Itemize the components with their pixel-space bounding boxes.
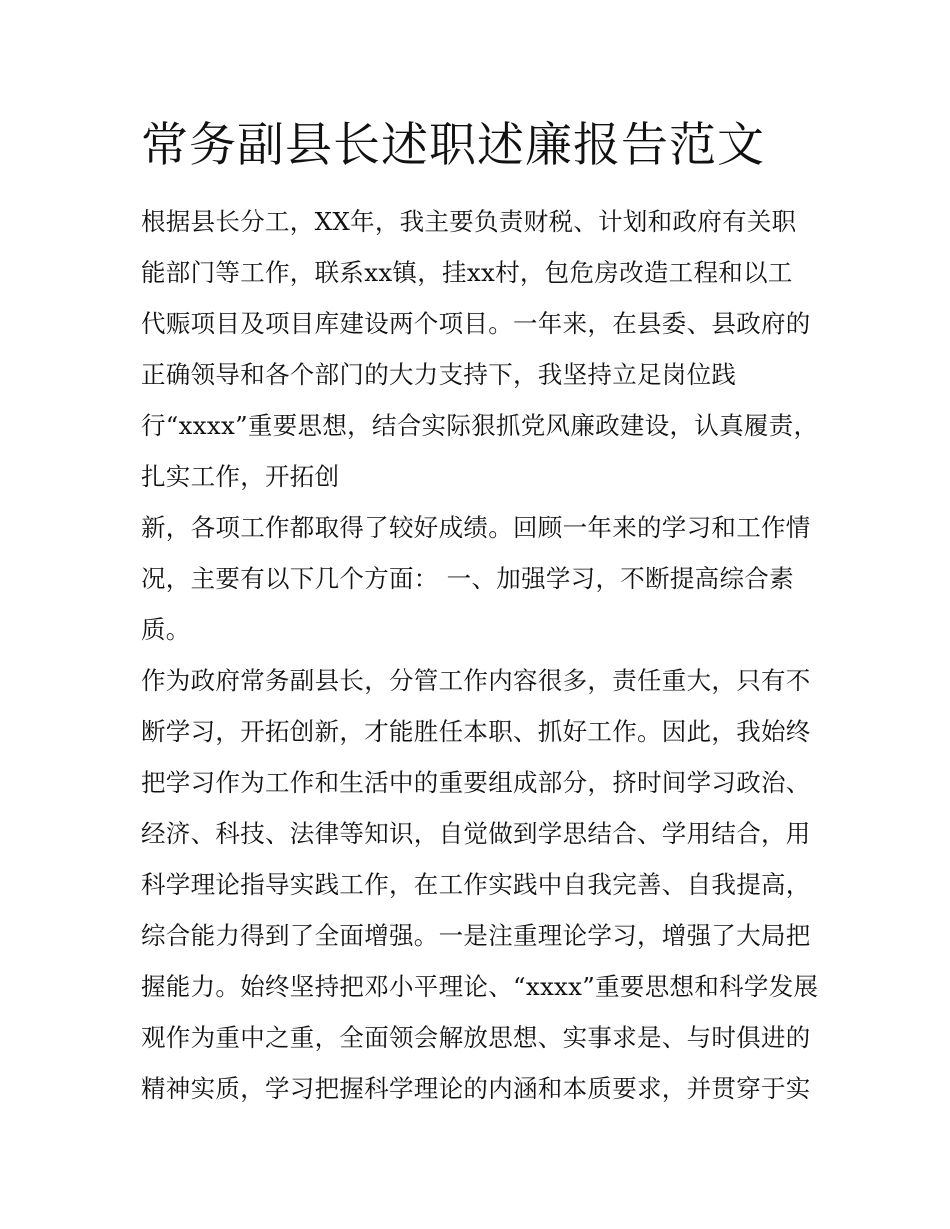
body-line: 把学习作为工作和生活中的重要组成部分，挤时间学习政治、 [141,768,811,797]
body-line: 况，主要有以下几个方面： 一、加强学习，不断提高综合素 [141,564,794,593]
body-line: 观作为重中之重，全面领会解放思想、实事求是、与时俱进的 [141,1023,811,1052]
body-line: 断学习，开拓创新，才能胜任本职、抓好工作。因此，我始终 [141,717,811,746]
body-line: 正确领导和各个部门的大力支持下，我坚持立足岗位践 [141,360,737,389]
body-line: 质。 [141,615,191,644]
body-line: 握能力。始终坚持把邓小平理论、“xxxx”重要思想和科学发展 [141,972,819,1001]
body-line: 科学理论指导实践工作，在工作实践中自我完善、自我提高， [141,870,811,899]
body-line: 能部门等工作，联系xx镇，挂xx村，包危房改造工程和以工 [141,258,793,287]
body-line: 代赈项目及项目库建设两个项目。一年来，在县委、县政府的 [141,309,811,338]
body-line: 新，各项工作都取得了较好成绩。回顾一年来的学习和工作情 [141,513,811,542]
document-title: 常务副县长述职述廉报告范文 [141,118,765,173]
body-line: 根据县长分工，XX年，我主要负责财税、计划和政府有关职 [141,207,797,236]
body-line: 行“xxxx”重要思想，结合实际狠抓党风廉政建设，认真履责， [141,411,819,440]
body-line: 精神实质，学习把握科学理论的内涵和本质要求，并贯穿于实 [141,1074,811,1103]
body-line: 作为政府常务副县长，分管工作内容很多，责任重大，只有不 [141,666,811,695]
body-line: 经济、科技、法律等知识，自觉做到学思结合、学用结合，用 [141,819,811,848]
body-line: 扎实工作，开拓创 [141,462,340,491]
body-line: 综合能力得到了全面增强。一是注重理论学习，增强了大局把 [141,921,811,950]
